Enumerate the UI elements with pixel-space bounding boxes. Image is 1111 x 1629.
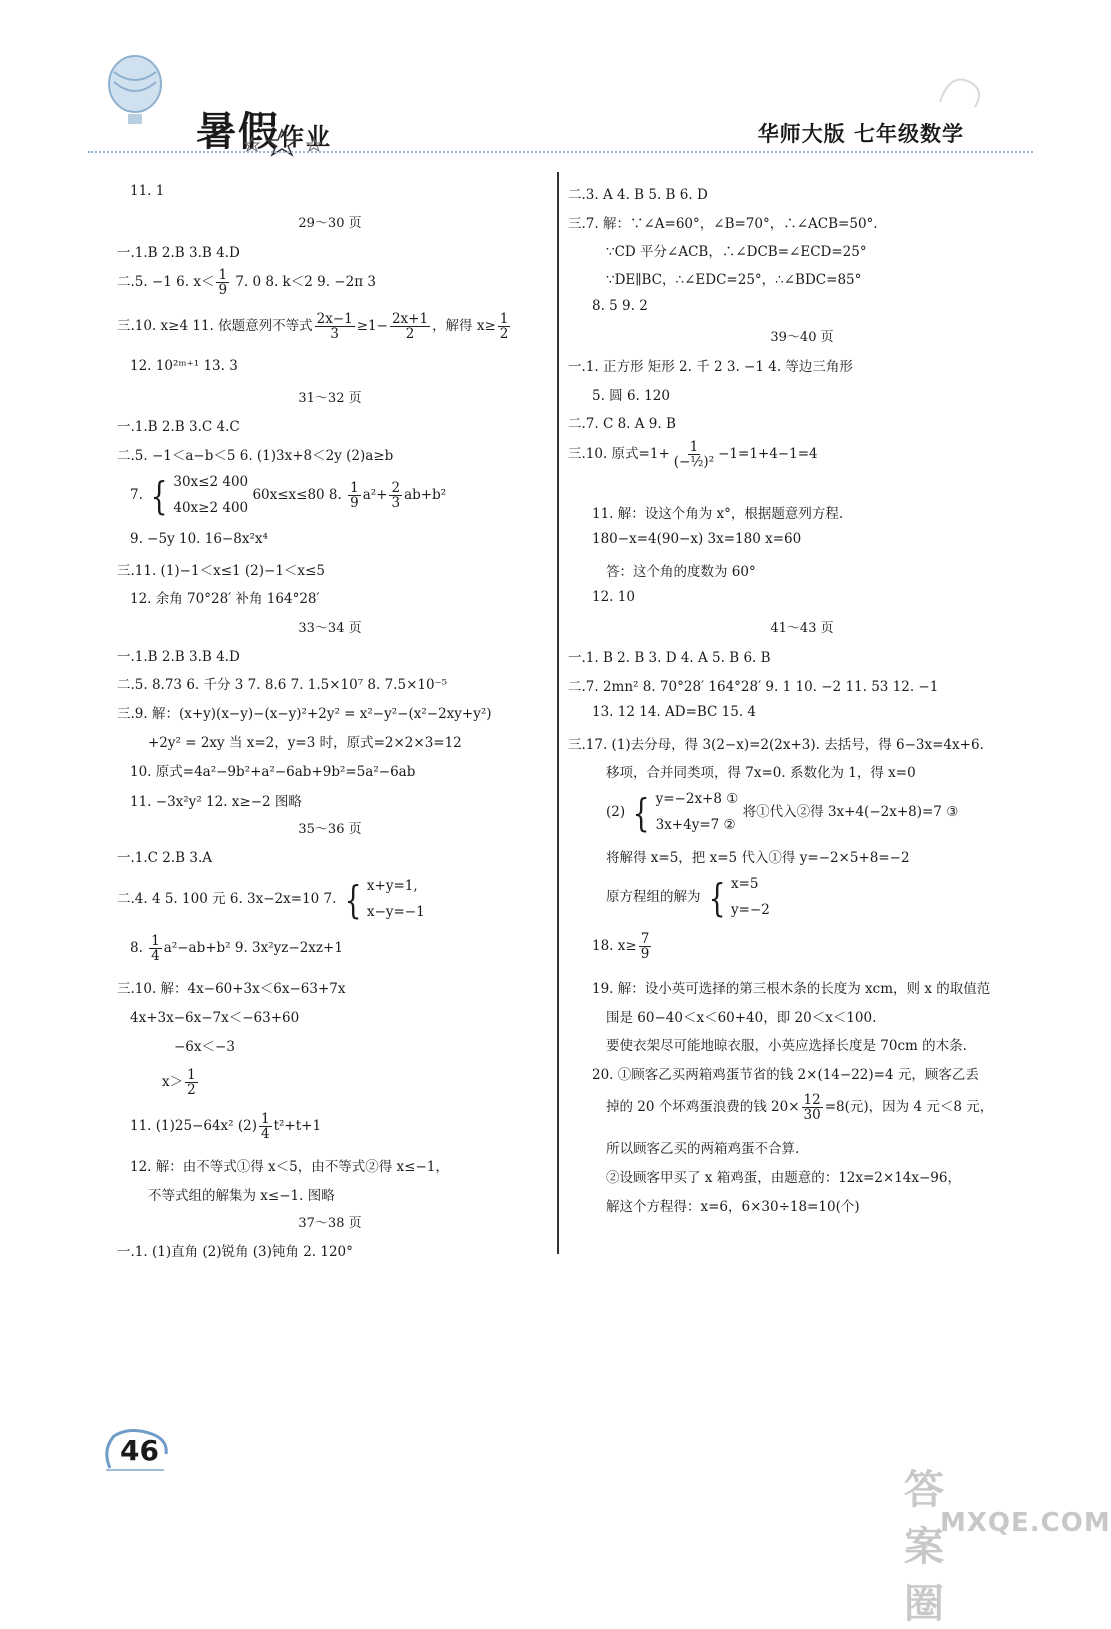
answer-line: 三.17. (1)去分母，得 3(2−x)=2(2x+3). 去括号，得 6−3x=4x+6. [568,737,984,753]
answer-line: 三.10. x≥4 11. 依题意列不等式 $\frac{2x-1}{3}$ ≥1− $\frac{2x+1}{2}$ ，解得 x≥ $\frac{1}{2}$ [117,311,509,343]
section-heading: 41～43 页 [770,621,834,636]
answer-line: (2) { y=−2x+8 ① 3x+4y=7 ② 将①代入②得 3x+4(−2x+8)=7 ③ [606,790,959,835]
answer-line: 二.3. A 4. B 5. B 6. D [568,187,708,203]
answer-line: 18. x≥ $\frac{7}{9}$ [592,931,650,963]
answer-line: 不等式组的解集为 x≤−1. 图略 [148,1188,335,1204]
answer-line: +2y² = 2xy 当 x=2，y=3 时，原式=2×2×3=12 [148,735,462,751]
answer-line: 二.5. −1＜a−b＜5 6. (1)3x+8＜2y (2)a≥b [117,448,394,464]
answer-line: 所以顾客乙买的两箱鸡蛋不合算. [606,1141,800,1157]
answer-line: 二.5. −1 6. x＜ $\frac{1}{9}$ 7. 0 8. k＜2 9. −2π 3 [117,267,376,299]
answer-line: 要使衣架尽可能地晾衣服，小英应选择长度是 70cm 的木条. [606,1038,967,1054]
answer-line: 9. −5y 10. 16−8x²x⁴ [130,531,268,547]
answer-line: 4x+3x−6x−7x＜−63+60 [130,1010,300,1026]
answer-line: 将解得 x=5，把 x=5 代入①得 y=−2×5+8=−2 [606,850,910,866]
answer-line: 围是 60−40＜x＜60+40，即 20＜x＜100. [606,1010,877,1026]
answer-line: 20. ①顾客乙买两箱鸡蛋节省的钱 2×(14−22)=4 元，顾客乙丢 [592,1067,979,1083]
answer-line: 三.9. 解：(x+y)(x−y)−(x−y)²+2y² = x²−y²−(x²−2xy+y²) [117,706,492,722]
answer-line: ②设顾客甲买了 x 箱鸡蛋，由题意的：12x=2×14x−96， [606,1170,961,1186]
answer-line: 原方程组的解为 { x=5 y=−2 [606,875,770,920]
section-heading: 33～34 页 [298,621,362,636]
answer-line: 二.7. 2mn² 8. 70°28′ 164°28′ 9. 1 10. −2 11. 53 12. −1 [568,679,939,695]
answer-line: 5. 圆 6. 120 [592,388,670,404]
answer-line: 180−x=4(90−x) 3x=180 x=60 [592,531,802,547]
section-heading: 39～40 页 [770,330,834,345]
answer-line: 三.10. 解：4x−60+3x＜6x−63+7x [117,981,346,997]
answer-line: 三.7. 解：∵∠A=60°，∠B=70°，∴∠ACB=50°. [568,216,878,232]
answer-line: 移项，合并同类项，得 7x=0. 系数化为 1，得 x=0 [606,765,916,781]
section-heading: 37～38 页 [298,1216,362,1231]
answer-line: 11. 1 [130,183,165,199]
answer-line: 8. $\frac{1}{4}$ a²−ab+b² 9. 3x²yz−2xz+1 [130,933,343,965]
answer-line: 11. −3x²y² 12. x≥−2 图略 [130,794,302,810]
book-logo-title: 暑假作业 [196,109,332,155]
column-divider [557,172,559,1254]
decorative-swirl-icon [930,62,1000,122]
answer-line: 二.4. 4 5. 100 元 6. 3x−2x=10 7. { x+y=1, x−y=−1 [117,877,425,922]
answer-line: 12. 10 [592,589,635,605]
answer-line: 19. 解：设小英可选择的第三根木条的长度为 xcm，则 x 的取值范 [592,981,991,997]
answer-line: 13. 12 14. AD=BC 15. 4 [592,704,757,720]
answer-line: 一.1.C 2.B 3.A [117,850,213,866]
answer-line: 一.1.B 2.B 3.B 4.D [117,649,240,665]
answer-line: 11. 解：设这个角为 x°，根据题意列方程. [592,506,844,522]
answer-line: 10. 原式=4a²−9b²+a²−6ab+9b²=5a²−6ab [130,764,416,780]
answer-line: 一.1.B 2.B 3.B 4.D [117,245,240,261]
answer-line: −6x＜−3 [174,1039,235,1055]
answer-line: 一.1. 正方形 矩形 2. 千 2 3. −1 4. 等边三角形 [568,359,853,375]
answer-line: 12. 10²ᵐ⁺¹ 13. 3 [130,358,238,374]
answer-line: ∵CD 平分∠ACB，∴∠DCB=∠ECD=25° [606,244,867,260]
answer-line: 12. 余角 70°28′ 补角 164°28′ [130,591,320,607]
answer-line: 7. { 30x≤2 400 40x≥2 400 60x≤x≤80 8. $\frac{1}{9}$ a²+ $\frac{2}{3}$ ab+b² [130,473,447,518]
answer-line: 一.1.B 2.B 3.C 4.C [117,419,240,435]
answer-line: 一.1. B 2. B 3. D 4. A 5. B 6. B [568,650,771,666]
section-heading: 35～36 页 [298,822,362,837]
answer-line: 答：这个角的度数为 60° [606,564,756,580]
answer-line: 解这个方程得：x=6，6×30÷18=10(个) [606,1199,860,1215]
answer-line: x＞ $\frac{1}{2}$ [162,1067,196,1099]
page-number: 46 [100,1428,172,1472]
answer-line: 一.1. (1)直角 (2)锐角 (3)钝角 2. 120° [117,1244,353,1260]
answer-line: ∵DE∥BC，∴∠EDC=25°，∴∠BDC=85° [606,272,862,288]
section-heading: 31～32 页 [298,391,362,406]
hot-air-balloon-icon [100,52,170,132]
answer-line: 二.7. C 8. A 9. B [568,416,676,432]
answer-line: 三.11. (1)−1＜x≤1 (2)−1＜x≤5 [117,563,325,579]
answer-line: 8. 5 9. 2 [592,298,648,314]
answer-line: 12. 解：由不等式①得 x＜5，由不等式②得 x≤−1， [130,1159,449,1175]
answer-line: 三.10. 原式=1+ $\frac{1}{\text{(−½)²}}$ −1=1+4−1=4 [568,439,818,471]
subject-label: 华师大版 七年级数学 [757,122,964,146]
answer-line: 11. (1)25−64x² (2) $\frac{1}{4}$ t²+t+1 [130,1111,322,1143]
header-rule [88,151,1033,153]
answer-line: 二.5. 8.73 6. 千分 3 7. 8.6 7. 1.5×10⁷ 8. 7.5×10⁻⁵ [117,677,448,693]
answer-line: 掉的 20 个坏鸡蛋浪费的钱 20× $\frac{12}{30}$ =8(元)，因为 4 元＜8 元， [606,1092,994,1124]
section-heading: 29～30 页 [298,216,362,231]
page-header [0,0,1062,160]
